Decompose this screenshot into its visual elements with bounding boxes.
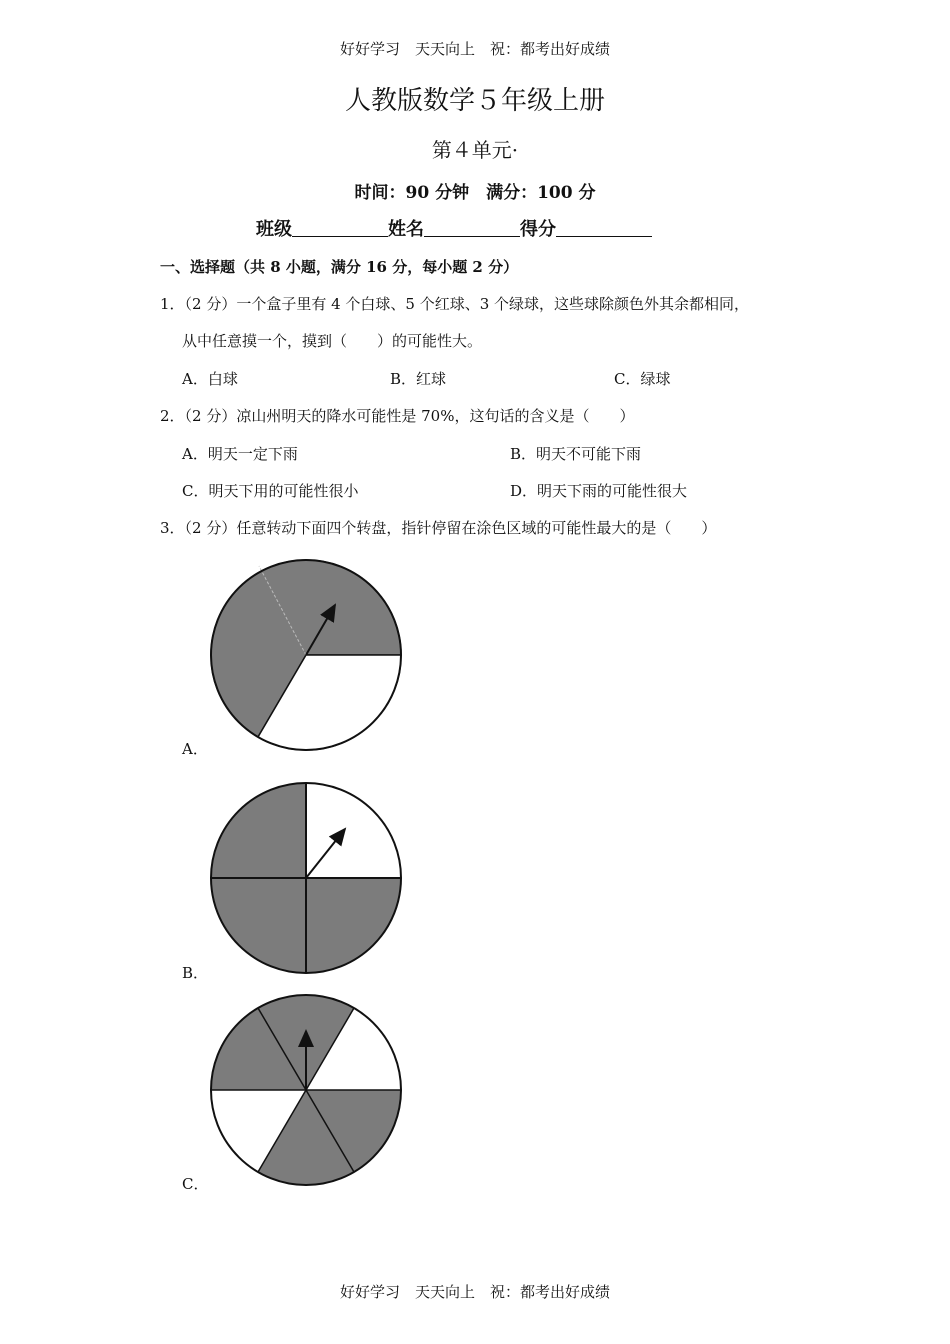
spinner-c-figure [205, 991, 410, 1196]
q3-stem: 3．（2 分）任意转动下面四个转盘，指针停留在涂色区域的可能性最大的是（ ） [160, 519, 717, 537]
q3-option-c[interactable]: C． [182, 1175, 209, 1193]
q2-stem: 2．（2 分）凉山州明天的降水可能性是 70%，这句话的含义是（ ） [160, 407, 635, 425]
q1-option-a[interactable]: A．白球 [182, 370, 238, 388]
name-blank[interactable] [424, 218, 520, 237]
score-blank[interactable] [556, 218, 652, 237]
q2-option-c[interactable]: C．明天下用的可能性很小 [182, 482, 359, 500]
q3-option-b[interactable]: B． [182, 964, 209, 982]
q1-stem-line2: 从中任意摸一个，摸到（ ）的可能性大。 [182, 332, 483, 350]
score-label: 得分 [520, 219, 556, 240]
q1-option-c[interactable]: C．绿球 [614, 370, 671, 388]
q2-option-d[interactable]: D．明天下雨的可能性很大 [510, 482, 688, 500]
page-title: 人教版数学５年级上册 [344, 86, 605, 116]
page-footer: 好好学习 天天向上 祝：都考出好成绩 [339, 1283, 610, 1301]
q3-option-a[interactable]: A． [182, 740, 208, 758]
q2-option-a[interactable]: A．明天一定下雨 [182, 445, 298, 463]
q1-stem-line1: 1．（2 分）一个盒子里有 4 个白球、5 个红球、3 个绿球，这些球除颜色外其余都相同， [160, 295, 750, 313]
class-label: 班级 [256, 219, 292, 240]
student-info-line [256, 215, 652, 241]
spinner-b-white-sector [306, 783, 401, 878]
page-header: 好好学习 天天向上 祝：都考出好成绩 [339, 40, 610, 58]
q1-option-b[interactable]: B．红球 [390, 370, 447, 388]
class-blank[interactable] [292, 218, 388, 237]
unit-title: 第４单元· [431, 138, 519, 162]
section-heading: 一、选择题（共 8 小题，满分 16 分，每小题 2 分） [160, 258, 519, 276]
q2-option-b[interactable]: B．明天不可能下雨 [510, 445, 642, 463]
spinner-a-figure [205, 555, 410, 760]
spinner-b-figure [205, 779, 410, 984]
name-label: 姓名 [388, 219, 424, 240]
time-score-line: 时间：90 分钟 满分：100 分 [354, 183, 596, 203]
